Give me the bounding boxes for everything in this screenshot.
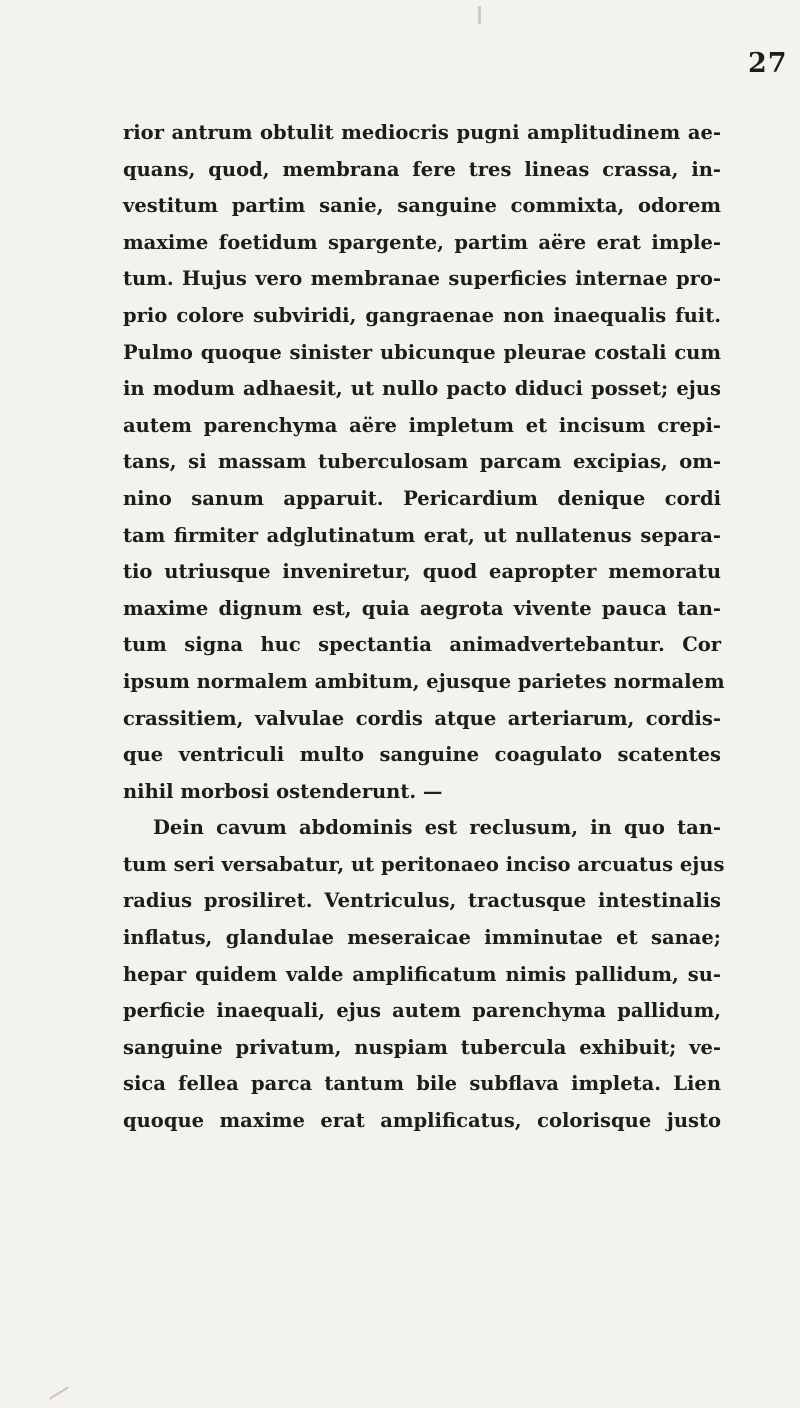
page-number: 27 [748,48,788,79]
text-line: sica fellea parca tantum bile subflava impleta. Lien [123,1072,721,1096]
text-line: quans, quod, membrana fere tres lineas crassa, in- [123,157,721,181]
text-line: crassitiem, valvulae cordis atque arteriarum, cordis- [123,706,721,730]
text-line: vestitum partim sanie, sanguine commixta, odorem [123,194,721,218]
text-line: autem parenchyma aëre impletum et incisum crepi- [123,413,721,437]
text-line: maxime dignum est, quia aegrota vivente pauca tan- [123,596,721,620]
text-line: tam firmiter adglutinatum erat, ut nullatenus separa- [123,523,721,547]
text-line: tans, si massam tuberculosam parcam excipias, om- [123,450,721,474]
text-line: Dein cavum abdominis est reclusum, in quo tan- [153,816,721,840]
text-line: perficie inaequali, ejus autem parenchyma pallidum, [123,999,721,1023]
text-line: sanguine privatum, nuspiam tubercula exhibuit; ve- [123,1035,721,1059]
text-line: quoque maxime erat amplificatus, colorisque justo [123,1109,721,1133]
text-line: tio utriusque inveniretur, quod eapropter memoratu [123,560,721,584]
text-line: que ventriculi multo sanguine coagulato scatentes [123,743,721,767]
text-line: hepar quidem valde amplificatum nimis pallidum, su- [123,962,721,986]
text-line: nihil morbosi ostenderunt. — [123,779,443,803]
text-line: prio colore subviridi, gangraenae non inaequalis fuit. [123,303,721,327]
text-line: tum. Hujus vero membranae superficies internae pro- [123,267,721,291]
text-line: Pulmo quoque sinister ubicunque pleurae costali cum [123,340,721,364]
text-line: nino sanum apparuit. Pericardium denique cordi [123,486,721,510]
text-line: inflatus, glandulae meseraicae imminutae et sanae; [123,926,721,950]
text-line: maxime foetidum spargente, partim aëre erat imple- [123,230,721,254]
print-mark [49,1386,69,1399]
text-line: rior antrum obtulit mediocris pugni amplitudinem ae- [123,121,721,144]
text-line: ipsum normalem ambitum, ejusque parietes normalem [123,669,725,693]
text-line: in modum adhaesit, ut nullo pacto diduci posset; ejus [123,377,721,401]
body-text [123,115,725,1140]
print-speck [478,6,481,24]
text-line: tum signa huc spectantia animadvertebantur. Cor [123,633,721,657]
text-line: tum seri versabatur, ut peritonaeo inciso arcuatus ejus [123,852,725,876]
text-line: radius prosiliret. Ventriculus, tractusque intestinalis [123,889,721,913]
